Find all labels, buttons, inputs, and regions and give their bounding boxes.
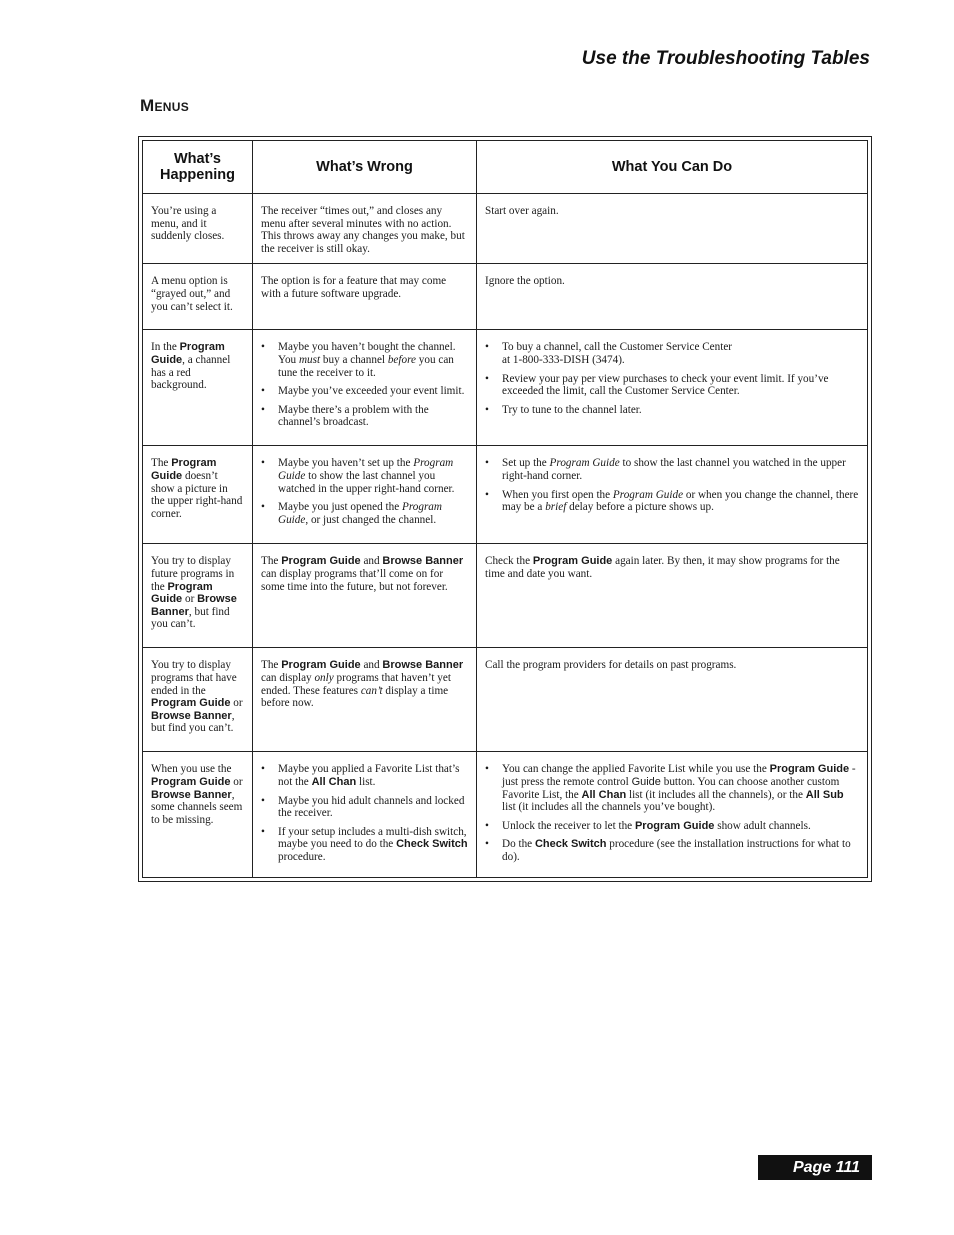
column-header-happening: What’s Happening [143, 141, 253, 194]
table-row [143, 648, 868, 752]
list-item: • Try to tune to the channel later. [485, 404, 859, 417]
list-item: • Unlock the receiver to let the Program Guide show adult channels. [485, 820, 859, 833]
column-header-wrong: What’s Wrong [253, 141, 477, 194]
list-item: • Maybe you haven’t set up the Program Guide to show the last channel you watched in the upper right-hand corner. [261, 457, 468, 495]
list-item: • Maybe you haven’t bought the channel. You must buy a channel before you can tune the receiver to it. [261, 341, 468, 379]
bullet-list [261, 457, 468, 526]
cell-do: Call the program providers for details on past programs. [477, 648, 868, 752]
cell-do: Start over again. [477, 194, 868, 264]
list-item: • Set up the Program Guide to show the last channel you watched in the upper right-hand corner. [485, 457, 859, 482]
column-header-do: What You Can Do [477, 141, 868, 194]
bullet-list [485, 457, 859, 513]
bullet-list [261, 341, 468, 429]
cell-do [477, 330, 868, 446]
table-row [143, 544, 868, 648]
list-item: • Maybe there’s a problem with the channel’s broadcast. [261, 404, 468, 429]
cell-happening: You’re using a menu, and it suddenly closes. [143, 194, 253, 264]
cell-do: Check the Program Guide again later. By then, it may show programs for the time and date you want. [477, 544, 868, 648]
list-item: • Review your pay per view purchases to check your event limit. If you’ve exceeded the limit, call the Customer Service Center. [485, 373, 859, 398]
table-row [143, 446, 868, 544]
cell-do [477, 752, 868, 878]
cell-wrong: The Program Guide and Browse Banner can display programs that’ll come on for some time into the future, but not forever. [253, 544, 477, 648]
table-row [143, 330, 868, 446]
page-number-badge: Page 111 [758, 1155, 872, 1180]
list-item: • To buy a channel, call the Customer Service Center at 1-800-333-DISH (3474). [485, 341, 859, 366]
troubleshooting-table-frame [138, 136, 872, 882]
cell-happening: When you use the Program Guide or Browse Banner, some channels seem to be missing. [143, 752, 253, 878]
cell-happening: A menu option is “grayed out,” and you can’t select it. [143, 264, 253, 330]
troubleshooting-table [142, 140, 868, 878]
cell-do: Ignore the option. [477, 264, 868, 330]
list-item: • Maybe you’ve exceeded your event limit. [261, 385, 468, 398]
cell-wrong: The Program Guide and Browse Banner can display only programs that haven’t yet ended. These features can’t display a time before now. [253, 648, 477, 752]
cell-happening: You try to display future programs in the Program Guide or Browse Banner, but find you can’t. [143, 544, 253, 648]
list-item: • When you first open the Program Guide or when you change the channel, there may be a brief delay before a picture shows up. [485, 489, 859, 514]
cell-wrong [253, 446, 477, 544]
bullet-list [485, 763, 859, 863]
list-item: • Maybe you applied a Favorite List that’s not the All Chan list. [261, 763, 468, 788]
page-header-title: Use the Troubleshooting Tables [581, 48, 870, 69]
list-item: • Maybe you just opened the Program Guide, or just changed the channel. [261, 501, 468, 526]
cell-happening: In the Program Guide, a channel has a red background. [143, 330, 253, 446]
cell-wrong: The receiver “times out,” and closes any menu after several minutes with no action. This throws away any changes you make, but the receiver is still okay. [253, 194, 477, 264]
bullet-list [485, 341, 859, 416]
cell-wrong: The option is for a feature that may come with a future software upgrade. [253, 264, 477, 330]
cell-happening: You try to display programs that have ended in the Program Guide or Browse Banner, but find you can’t. [143, 648, 253, 752]
table-header-row [143, 141, 868, 194]
cell-happening: The Program Guide doesn’t show a picture in the upper right-hand corner. [143, 446, 253, 544]
section-title: Menus [140, 96, 190, 115]
cell-do [477, 446, 868, 544]
table-row [143, 752, 868, 878]
list-item: • If your setup includes a multi-dish switch, maybe you need to do the Check Switch procedure. [261, 826, 468, 864]
list-item: • Maybe you hid adult channels and locked the receiver. [261, 795, 468, 820]
list-item: • You can change the applied Favorite List while you use the Program Guide - just press the remote control Guide button. You can choose another custom Favorite List, the All Chan list (it includes all the channels), or the All Sub list (it includes all the channels you’ve bought). [485, 763, 859, 813]
table-row [143, 264, 868, 330]
bullet-list [261, 763, 468, 863]
cell-wrong [253, 330, 477, 446]
table-row [143, 194, 868, 264]
cell-wrong [253, 752, 477, 878]
list-item: • Do the Check Switch procedure (see the installation instructions for what to do). [485, 838, 859, 863]
